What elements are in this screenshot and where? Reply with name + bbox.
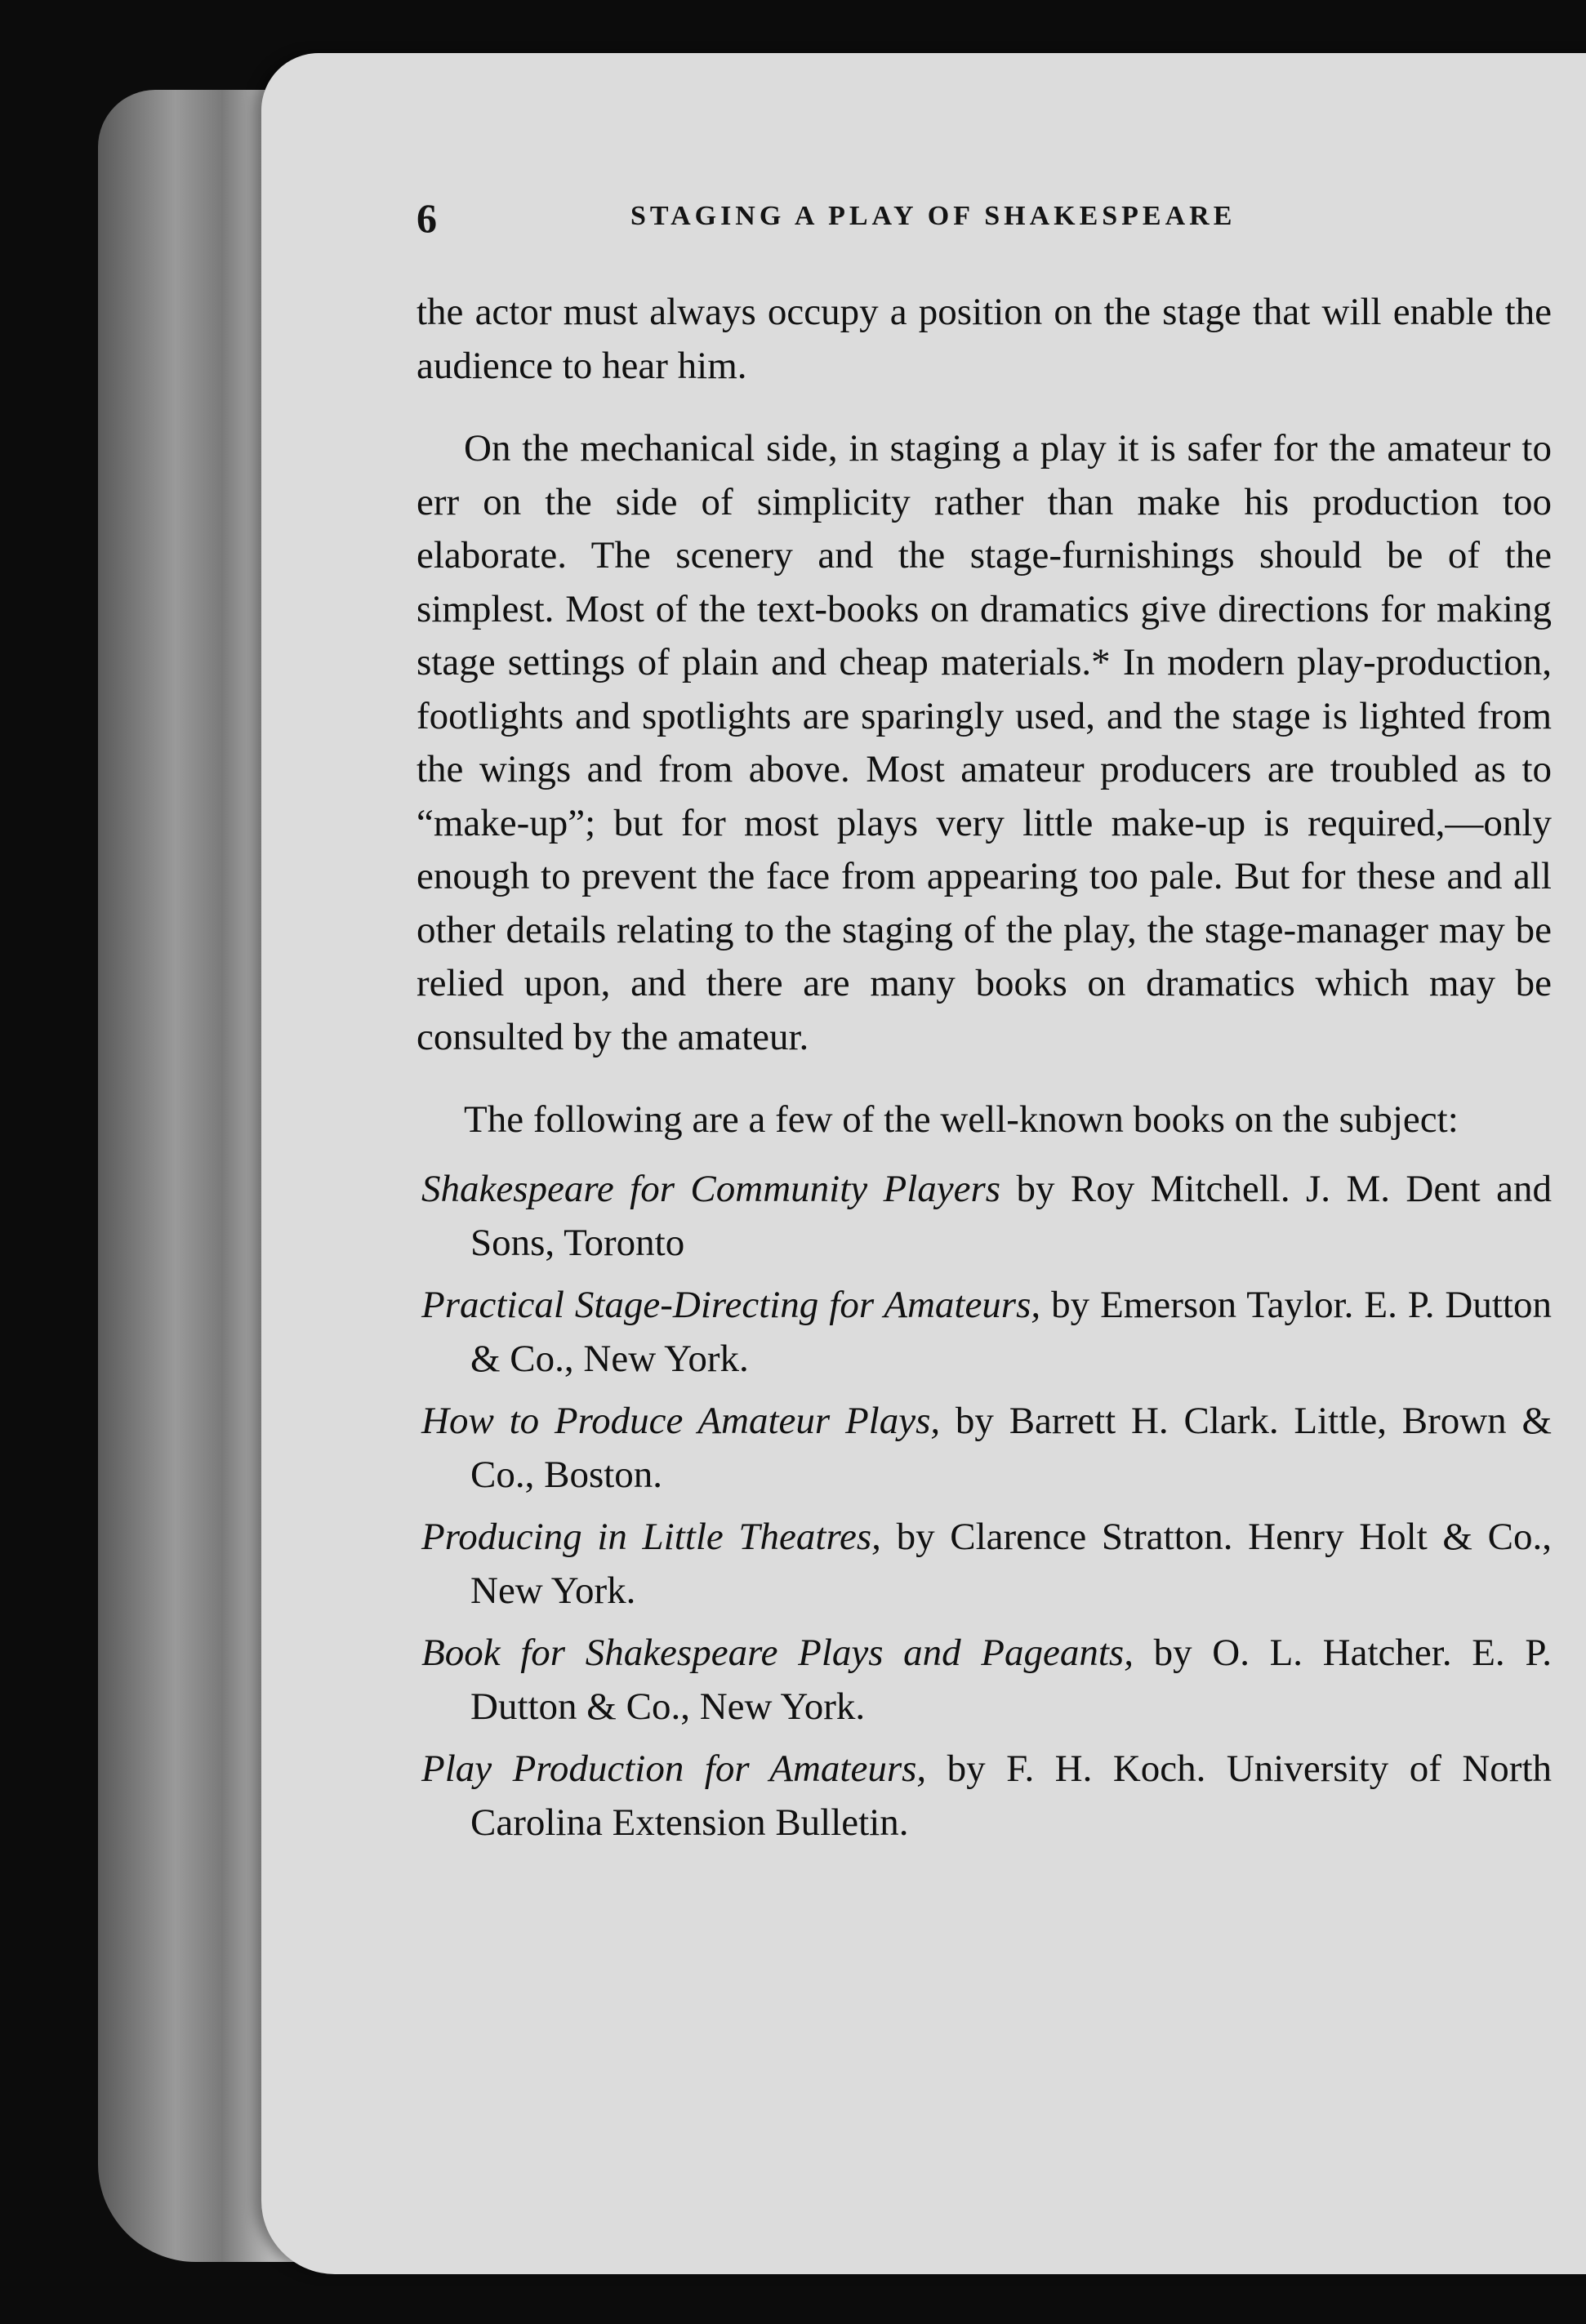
- reference-item: [417, 1626, 1552, 1734]
- reference-title: Book for Shakespeare Plays and Pageants,: [421, 1631, 1134, 1674]
- reference-title: Play Production for Amateurs,: [421, 1747, 927, 1790]
- reference-details: by O. L. Hatcher. E. P. Dutton & Co., New York.: [470, 1631, 1552, 1728]
- reference-title: Shakespeare for Community Players: [421, 1167, 1001, 1210]
- reference-title: Practical Stage-Directing for Amateurs,: [421, 1283, 1041, 1326]
- running-header: [417, 194, 1576, 243]
- reference-item: [417, 1742, 1552, 1850]
- reference-title: Producing in Little Theatres,: [421, 1515, 881, 1558]
- reference-item: [417, 1510, 1552, 1618]
- reference-details: by Barrett H. Clark. Little, Brown & Co., Boston.: [470, 1399, 1553, 1496]
- reference-title: How to Produce Amateur Plays,: [421, 1399, 941, 1442]
- reference-details: by Clarence Stratton. Henry Holt & Co., New York.: [470, 1515, 1552, 1612]
- running-title: STAGING A PLAY OF SHAKESPEARE: [630, 201, 1236, 231]
- page-number: 6: [417, 195, 437, 241]
- reference-item: [417, 1162, 1552, 1270]
- reference-details: by F. H. Koch. University of North Carolina Extension Bulletin.: [470, 1747, 1552, 1844]
- paragraph-continuation: the actor must always occupy a position on the stage that will enable the audience to hear him.: [417, 291, 1552, 387]
- reference-details: by Roy Mitchell. J. M. Dent and Sons, Toronto: [470, 1167, 1552, 1264]
- reference-details: by Emerson Taylor. E. P. Dutton & Co., New York.: [470, 1283, 1552, 1380]
- paragraph-books-intro: The following are a few of the well-known books on the subject:: [464, 1098, 1459, 1141]
- reference-list: [417, 1162, 1552, 1850]
- reference-item: [417, 1394, 1552, 1502]
- reference-item: [417, 1278, 1552, 1386]
- body-text: [417, 286, 1552, 1858]
- paragraph-mechanical-side: On the mechanical side, in staging a play it is safer for the amateur to err on the side of simplicity rather than make his production too elaborate. The scenery and the stage-furnishings should be of the simplest. Most of the text-books on dramatics give directions for making stage settings of plain and cheap materials.* In modern play-production, footlights and spotlights are sparingly used, and the stage is lighted from the wings and from above. Most amateur producers are troubled as to “make-up”; but for most plays very little make-up is required,—only enough to prevent the face from appearing too pale. But for these and all other details relating to the staging of the play, the stage-manager may be relied upon, and there are many books on dramatics which may be consulted by the amateur.: [417, 427, 1552, 1058]
